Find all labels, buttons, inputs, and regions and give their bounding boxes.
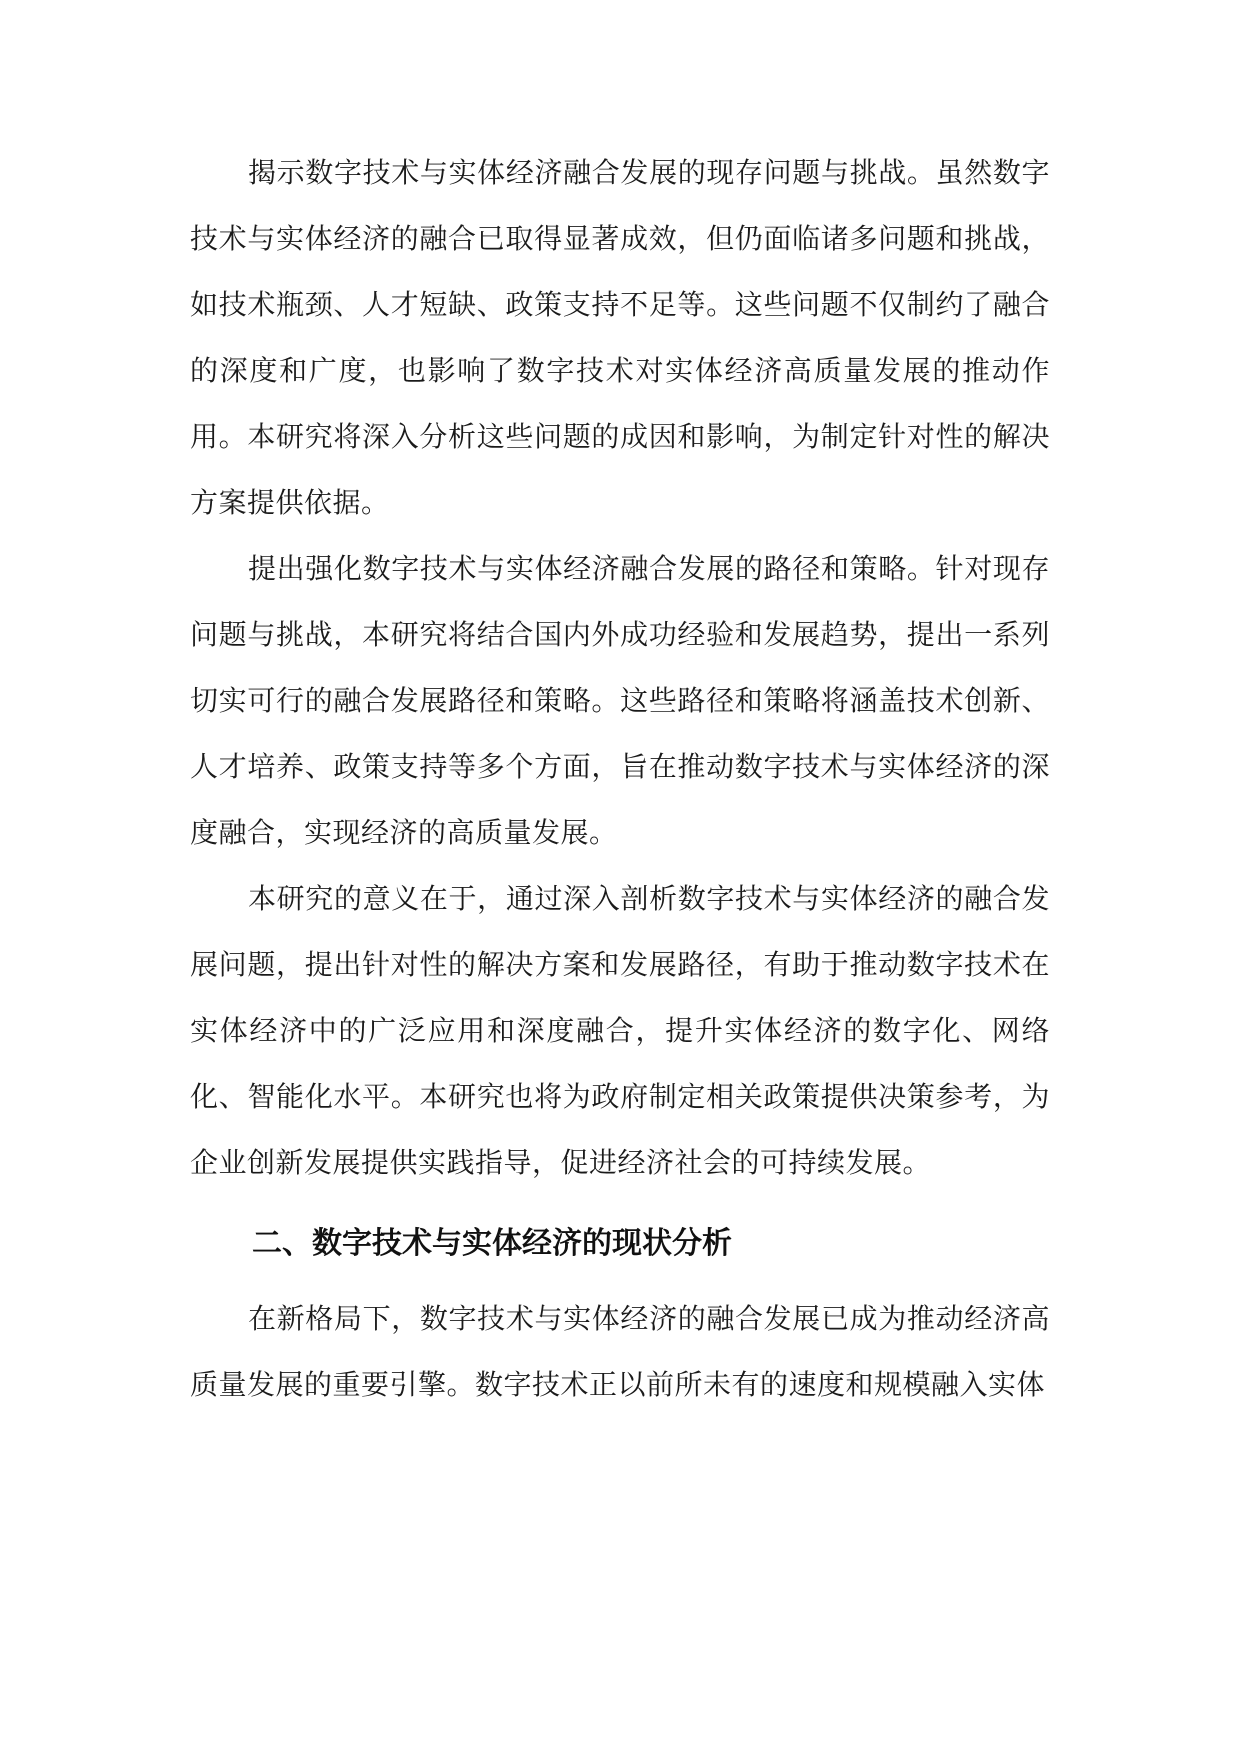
document-page	[190, 140, 1050, 1418]
spacer	[190, 1196, 1050, 1224]
paragraph-strategies: 提出强化数字技术与实体经济融合发展的路径和策略。针对现存问题与挑战，本研究将结合国内外成功经验和发展趋势，提出一系列切实可行的融合发展路径和策略。这些路径和策略将涵盖技术创新、人才培养、政策支持等多个方面，旨在推动数字技术与实体经济的深度融合，实现经济的高质量发展。	[190, 552, 1050, 849]
paragraph-current-status: 在新格局下，数字技术与实体经济的融合发展已成为推动经济高质量发展的重要引擎。数字技术正以前所未有的速度和规模融入实体	[190, 1302, 1050, 1401]
paragraph-challenges: 揭示数字技术与实体经济融合发展的现存问题与挑战。虽然数字技术与实体经济的融合已取得显著成效，但仍面临诸多问题和挑战，如技术瓶颈、人才短缺、政策支持不足等。这些问题不仅制约了融合的深度和广度，也影响了数字技术对实体经济高质量发展的推动作用。本研究将深入分析这些问题的成因和影响，为制定针对性的解决方案提供依据。	[190, 156, 1050, 519]
paragraph-significance: 本研究的意义在于，通过深入剖析数字技术与实体经济的融合发展问题，提出针对性的解决方案和发展路径，有助于推动数字技术在实体经济中的广泛应用和深度融合，提升实体经济的数字化、网络化、智能化水平。本研究也将为政府制定相关政策提供决策参考，为企业创新发展提供实践指导，促进经济社会的可持续发展。	[190, 882, 1050, 1179]
spacer	[190, 1264, 1050, 1286]
section-heading: 二、数字技术与实体经济的现状分析	[252, 1226, 732, 1261]
